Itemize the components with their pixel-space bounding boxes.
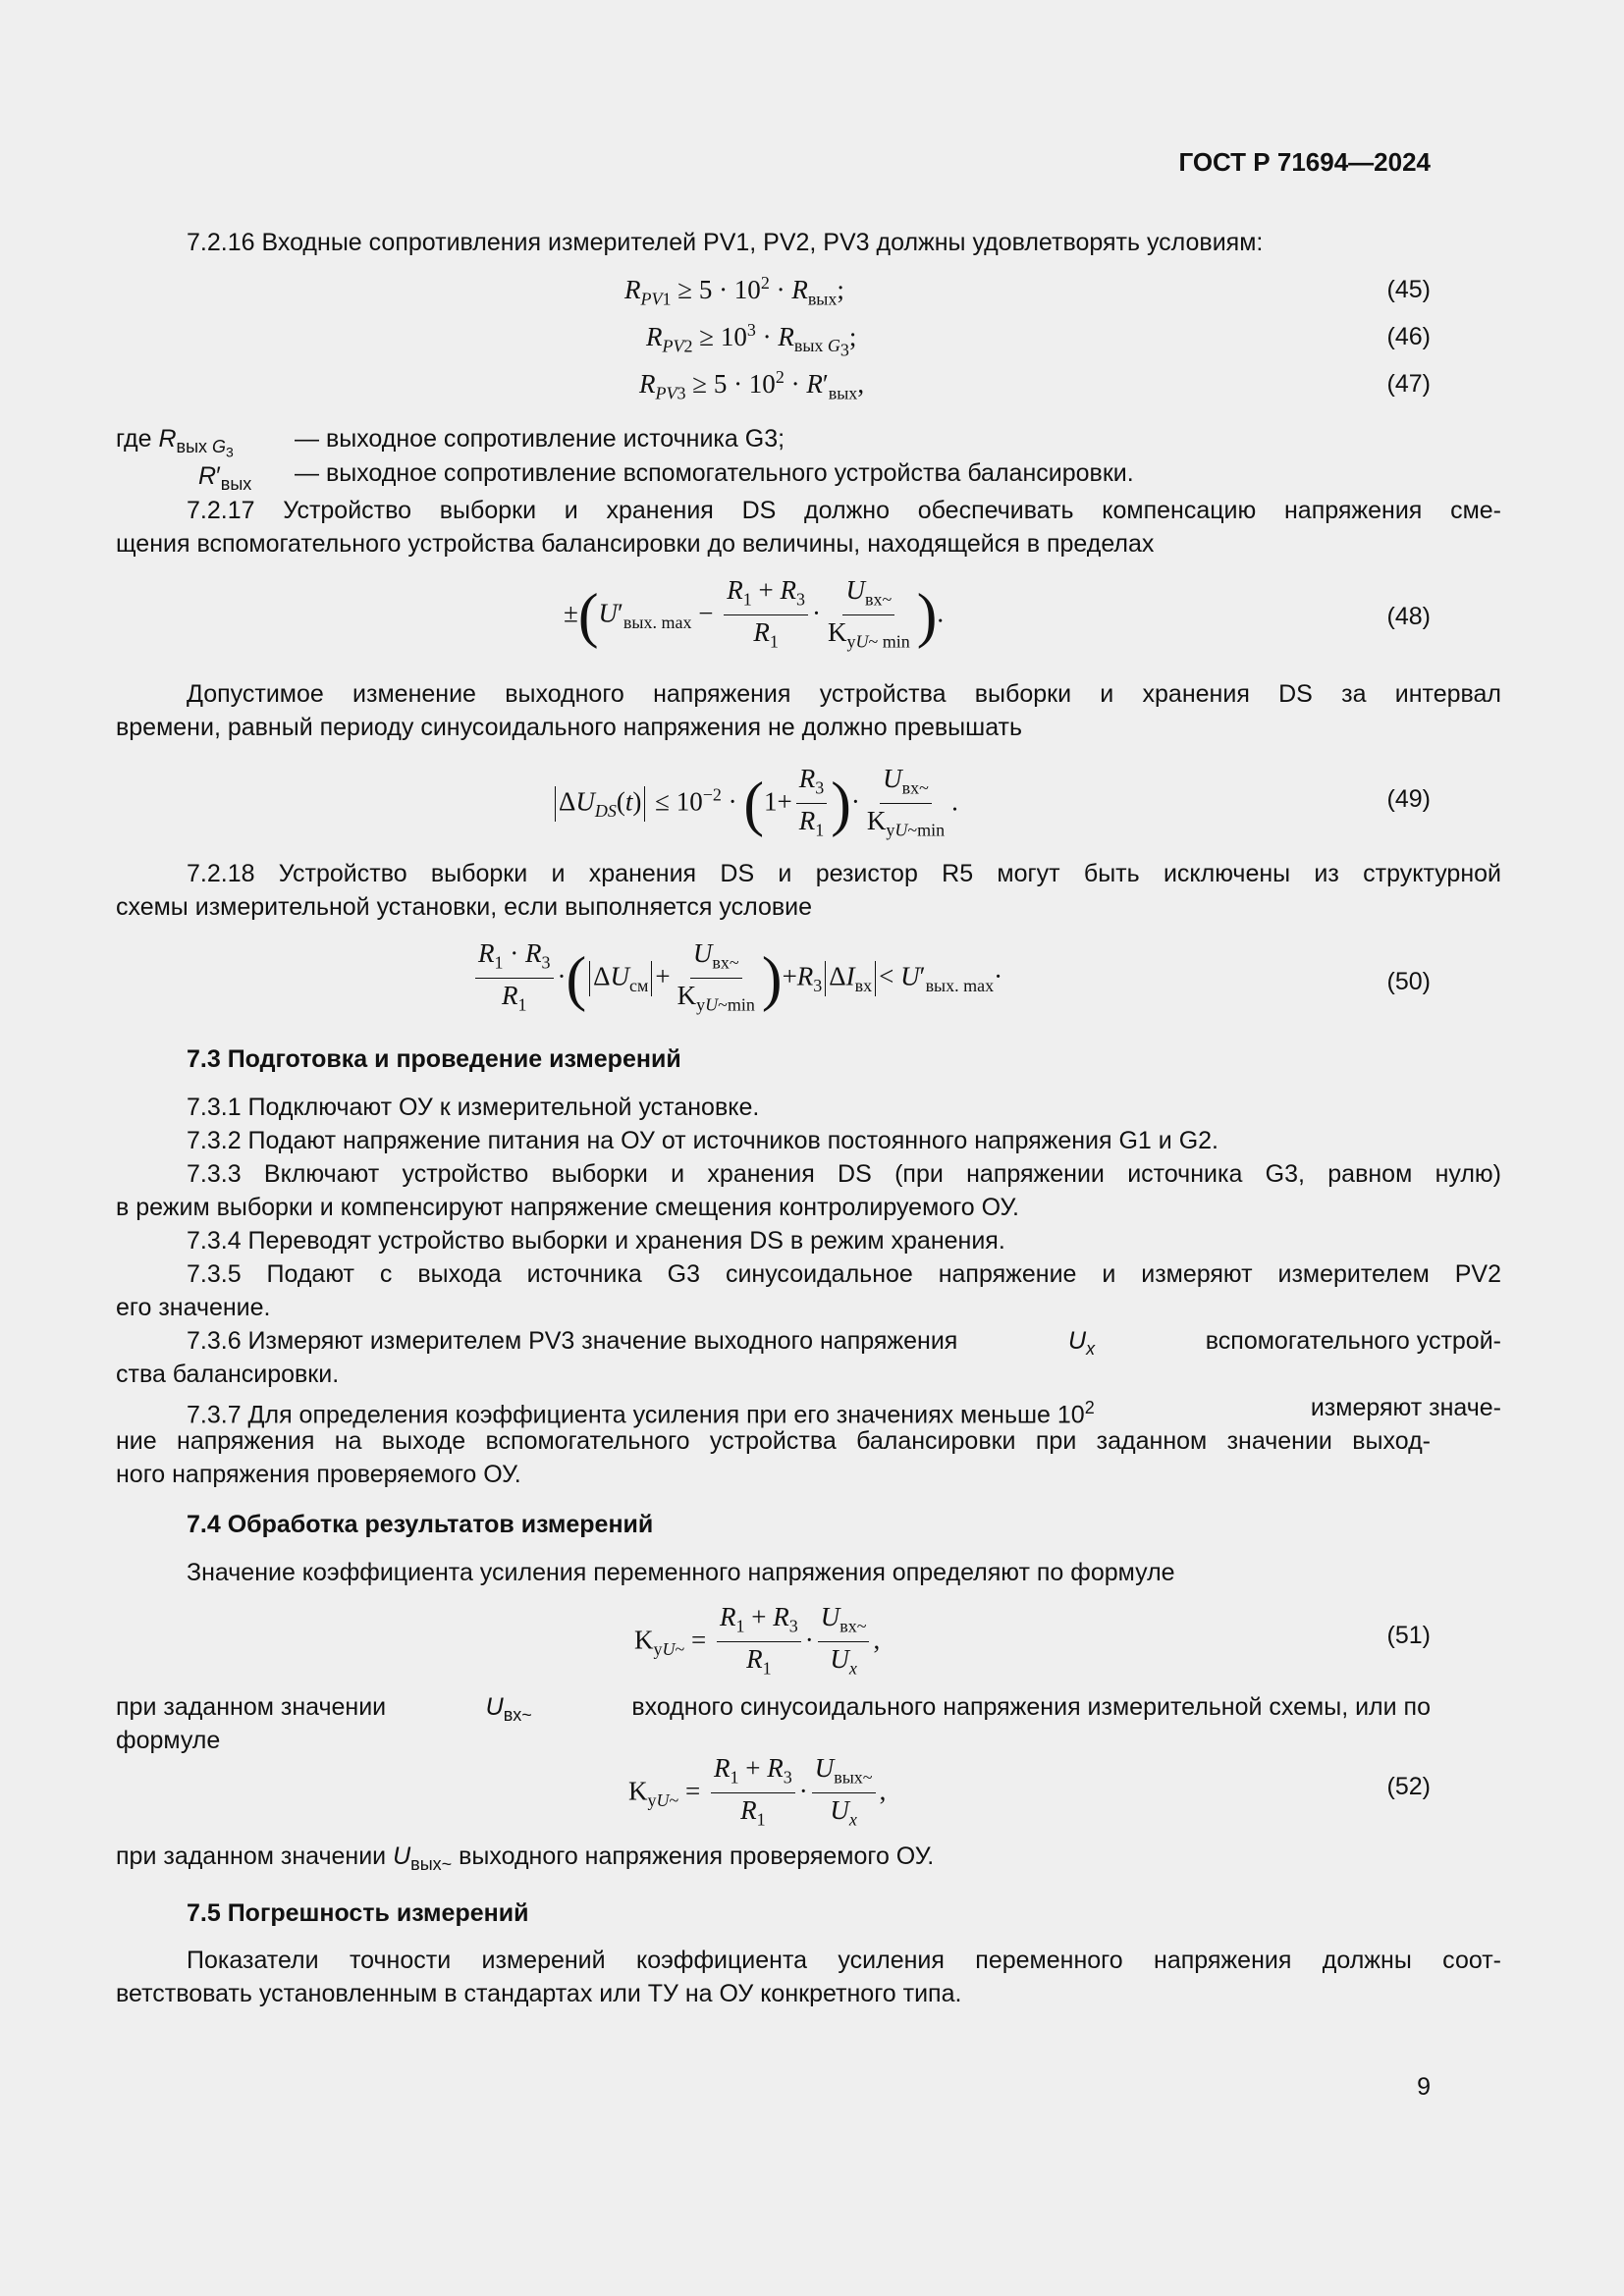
paragraph-7-3-5-line2: его значение. [116,1294,271,1321]
equation-number: (52) [1386,1773,1431,1800]
equation-number: (51) [1386,1622,1431,1649]
paragraph-7-5-line2: ветствовать установленным в стандартах или ТУ на ОУ конкретного типа. [116,1980,962,2007]
paragraph-given-input-line1: при заданном значении $U_{вх\sim}$ входного синусоидального напряжения измерительной схемы, или по [116,1693,1431,1725]
formula-51: $K_{уU\sim}$ = $\frac{R_1 + R_3}{R_1}$ · $\frac{U_{вх\sim}}{U_x}$ , [634,1602,881,1679]
paragraph-7-2-17-line1: 7.2.17 Устройство выборки и хранения DS должно обеспечивать компенсацию напряжения сме- [187,497,1501,524]
equation-number: (50) [1386,968,1431,995]
where-g3-description: — выходное сопротивление источника G3; [295,425,785,453]
formula-46: $R_{PV2} \ge 10^3 \cdot R_{вых G_3}$; [646,320,857,360]
equation-number: (49) [1386,785,1431,813]
equation-number: (47) [1386,370,1431,398]
equation-number: (46) [1386,323,1431,350]
paragraph-7-3-6-line1: 7.3.6 Измеряют измерителем PV3 значение выходного напряжения $U_x$ вспомогательного устрой- [187,1327,1501,1359]
paragraph-allowed-line2: времени, равный периоду синусоидального напряжения не должно превышать [116,714,1023,741]
paragraph-7-3-5-line1: 7.3.5 Подают с выхода источника G3 синусоидальное напряжение и измеряют измерителем PV2 [187,1260,1501,1288]
paragraph-given-output: при заданном значении $U_{вых\sim}$ выходного напряжения проверяемого ОУ. [116,1842,935,1874]
paragraph-7-3-7-line3: ного напряжения проверяемого ОУ. [116,1461,521,1488]
paragraph-7-5-line1: Показатели точности измерений коэффициента усиления переменного напряжения должны соот- [187,1947,1501,1974]
document-header: ГОСТ Р 71694—2024 [1178,147,1431,177]
paragraph-7-2-17-line2: щения вспомогательного устройства балансировки до величины, находящейся в пределах [116,530,1155,558]
paragraph-given-input-line2: формуле [116,1727,221,1754]
paragraph-7-3-1: 7.3.1 Подключают ОУ к измерительной установке. [187,1094,760,1121]
where-aux-description: — выходное сопротивление вспомогательного устройства балансировки. [295,459,1134,487]
paragraph-7-3-4: 7.3.4 Переводят устройство выборки и хранения DS в режим хранения. [187,1227,1005,1255]
page-number: 9 [1417,2073,1431,2101]
paragraph-allowed-line1: Допустимое изменение выходного напряжения устройства выборки и хранения DS за интервал [187,680,1501,708]
paragraph-7-4: Значение коэффициента усиления переменного напряжения определяют по формуле [187,1559,1175,1586]
formula-47: $R_{PV3} \ge 5 \cdot 10^2 \cdot R'_{вых}$, [639,367,865,403]
heading-7-3: 7.3 Подготовка и проведение измерений [187,1045,681,1073]
paragraph-7-3-7-line1: 7.3.7 Для определения коэффициента усиления при его значениях меньше $10^2$ измеряют значе- [187,1394,1501,1429]
formula-52: $K_{уU\sim}$ = $\frac{R_1 + R_3}{R_1}$ · $\frac{U_{вых\sim}}{U_x}$ , [628,1753,887,1830]
equation-number: (45) [1386,276,1431,303]
paragraph-7-2-16: 7.2.16 Входные сопротивления измерителей PV1, PV2, PV3 должны удовлетворять условиям: [187,229,1264,256]
paragraph-7-3-2: 7.3.2 Подают напряжение питания на ОУ от источников постоянного напряжения G1 и G2. [187,1127,1218,1154]
heading-7-4: 7.4 Обработка результатов измерений [187,1511,654,1538]
equation-number: (48) [1386,603,1431,630]
paragraph-7-2-18-line2: схемы измерительной установки, если выполняется условие [116,893,813,921]
formula-49: $\Delta U_{DS}(t) \le 10^{-2} \cdot (1+$ $\frac{R_3}{R_1}$ )· $\frac{U_{вх\sim}}{K_{уU\sim min}}$ . [552,764,958,845]
paragraph-7-3-3-line2: в режим выборки и компенсируют напряжение смещения контролируемого ОУ. [116,1194,1019,1221]
paragraph-7-3-6-line2: ства балансировки. [116,1361,340,1388]
paragraph-7-2-18-line1: 7.2.18 Устройство выборки и хранения DS и резистор R5 могут быть исключены из структурной [187,860,1501,887]
where-lead: где $R_{вых G_3}$ [116,425,234,460]
heading-7-5: 7.5 Погрешность измерений [187,1899,529,1927]
formula-45: $R_{PV1} \ge 5 \cdot 10^2 \cdot R_{вых}$; [624,273,844,309]
formula-50: $\frac{R_1 \cdot R_3}{R_1}$ ·( $\Delta U_{см}$ + $\frac{U_{вх\sim}}{K_{уU\sim min}}$ )$+R_3$ $\Delta I_{вх} < U'_{вых. max}\cdot$ [471,938,1002,1020]
paragraph-7-3-7-line2: ние напряжения на выходе вспомогательного устройства балансировки при заданном значении выход- [116,1427,1431,1455]
where-aux-symbol: $R'_{вых}$ [198,462,252,494]
formula-48: $\pm(U'_{вых. max}$ − $\frac{R_1 + R_3}{R_1}$ · $\frac{U_{вх\sim}}{K_{уU\sim min}}$ ). [564,575,945,652]
paragraph-7-3-3-line1: 7.3.3 Включают устройство выборки и хранения DS (при напряжении источника G3, равном нулю) [187,1160,1501,1188]
